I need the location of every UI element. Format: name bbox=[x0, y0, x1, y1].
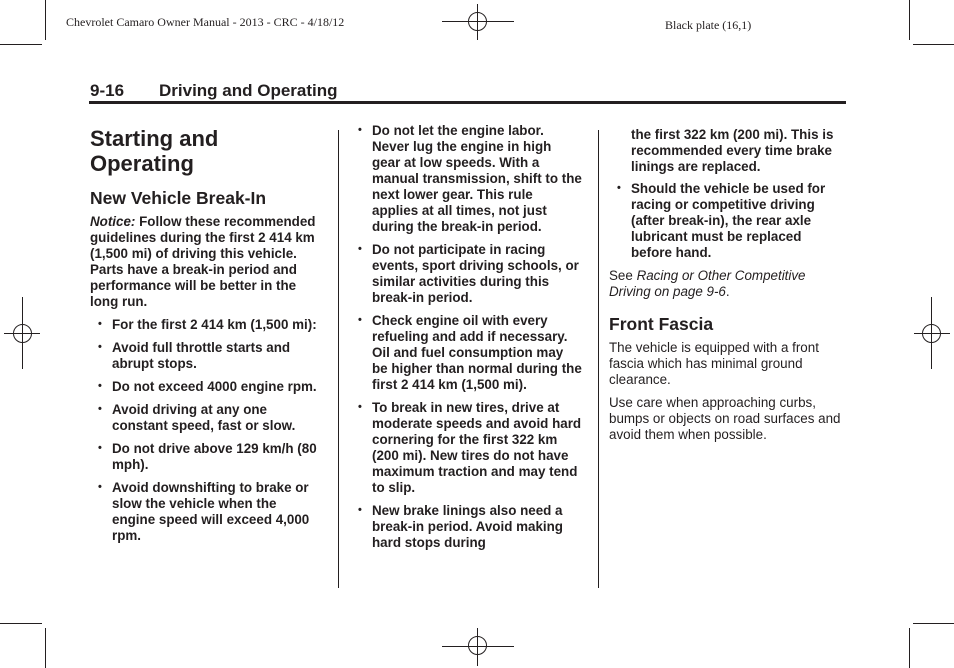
bullet-icon: • bbox=[358, 504, 362, 516]
column-1 bbox=[90, 126, 322, 551]
bullet-icon: • bbox=[98, 481, 102, 493]
bullet-icon: • bbox=[98, 403, 102, 415]
plate-info-right: Black plate (16,1) bbox=[665, 18, 752, 32]
bullet-icon: • bbox=[98, 318, 102, 330]
section-heading: Front Fascia bbox=[609, 314, 714, 334]
list-item: • Do not exceed 4000 engine rpm. bbox=[98, 379, 317, 394]
list-item: • Should the vehicle be used for racing or competitive driving (after break-in), the rear axle lubricant must be replaced before hand. bbox=[617, 181, 826, 260]
bullet-icon: • bbox=[98, 341, 102, 353]
crop-mark bbox=[45, 628, 46, 668]
list-item: • To break in new tires, drive at moderate speeds and avoid hard cornering for the first 322 km (200 mi). New tires do not have maximum traction and may tend to slip. bbox=[358, 400, 582, 495]
bullet-icon: • bbox=[358, 124, 362, 136]
notice-text: Follow these recommended guidelines during the first 2 414 km (1,500 mi) of driving this vehicle. Parts have a break-in period and performance will be better in the long run. bbox=[90, 214, 316, 309]
plate-info-left: Chevrolet Camaro Owner Manual - 2013 - CRC - 4/18/12 bbox=[66, 15, 345, 29]
crop-mark bbox=[909, 628, 910, 668]
bullet-list bbox=[90, 317, 322, 544]
column-divider bbox=[338, 130, 339, 588]
crop-mark bbox=[0, 44, 42, 45]
bullet-list bbox=[350, 123, 582, 551]
cross-reference: See Racing or Other Competitive Driving on page 9-6. bbox=[609, 268, 806, 299]
list-item: • Avoid full throttle starts and abrupt stops. bbox=[98, 340, 291, 371]
list-item: • Do not participate in racing events, sport driving schools, or similar activities during this break-in period. bbox=[358, 242, 579, 305]
column-divider bbox=[598, 130, 599, 588]
crop-mark bbox=[913, 44, 954, 45]
crop-mark bbox=[45, 0, 46, 40]
bullet-icon: • bbox=[98, 380, 102, 392]
paragraph: Use care when approaching curbs, bumps or objects on road surfaces and avoid them when possible. bbox=[609, 395, 841, 442]
bullet-icon: • bbox=[358, 401, 362, 413]
bullet-icon: • bbox=[617, 182, 621, 194]
list-item: • Avoid downshifting to brake or slow the vehicle when the engine speed will exceed 4,000 rpm. bbox=[98, 480, 310, 543]
column-2 bbox=[350, 123, 582, 558]
list-item: • New brake linings also need a break-in period. Avoid making hard stops during bbox=[358, 503, 563, 550]
notice-paragraph bbox=[90, 214, 322, 310]
section-heading: New Vehicle Break-In bbox=[90, 188, 267, 208]
page-title: Starting and Operating bbox=[90, 126, 219, 176]
page-number: 9-16 bbox=[90, 81, 125, 100]
list-item: • Do not let the engine labor. Never lug the engine in high gear at low speeds. With a manual transmission, shift to the next lower gear. This rule applies at all times, not just during the break-in period. bbox=[358, 123, 582, 234]
cross-reference-link[interactable]: Racing or Other Competitive Driving on page 9-6 bbox=[609, 268, 806, 299]
bullet-icon: • bbox=[98, 442, 102, 454]
header-rule bbox=[89, 101, 846, 104]
list-item: • Do not drive above 129 km/h (80 mph). bbox=[98, 441, 317, 472]
crop-mark bbox=[913, 623, 954, 624]
list-item: • For the first 2 414 km (1,500 mi): bbox=[98, 317, 317, 332]
notice-label: Notice: bbox=[90, 214, 136, 229]
bullet-icon: • bbox=[358, 314, 362, 326]
bullet-list bbox=[609, 181, 845, 261]
continued-text: the first 322 km (200 mi). This is recommended every time brake linings are replaced. bbox=[631, 127, 834, 174]
crop-mark bbox=[909, 0, 910, 40]
column-3 bbox=[609, 127, 845, 450]
paragraph: The vehicle is equipped with a front fascia which has minimal ground clearance. bbox=[609, 340, 819, 387]
list-item: • Check engine oil with every refueling and add if necessary. Oil and fuel consumption may be higher than normal during the first 2 414 km (1,500 mi). bbox=[358, 313, 582, 392]
bullet-icon: • bbox=[358, 243, 362, 255]
section-title: Driving and Operating bbox=[159, 81, 338, 100]
list-item: • Avoid driving at any one constant speed, fast or slow. bbox=[98, 402, 296, 433]
crop-mark bbox=[0, 623, 42, 624]
